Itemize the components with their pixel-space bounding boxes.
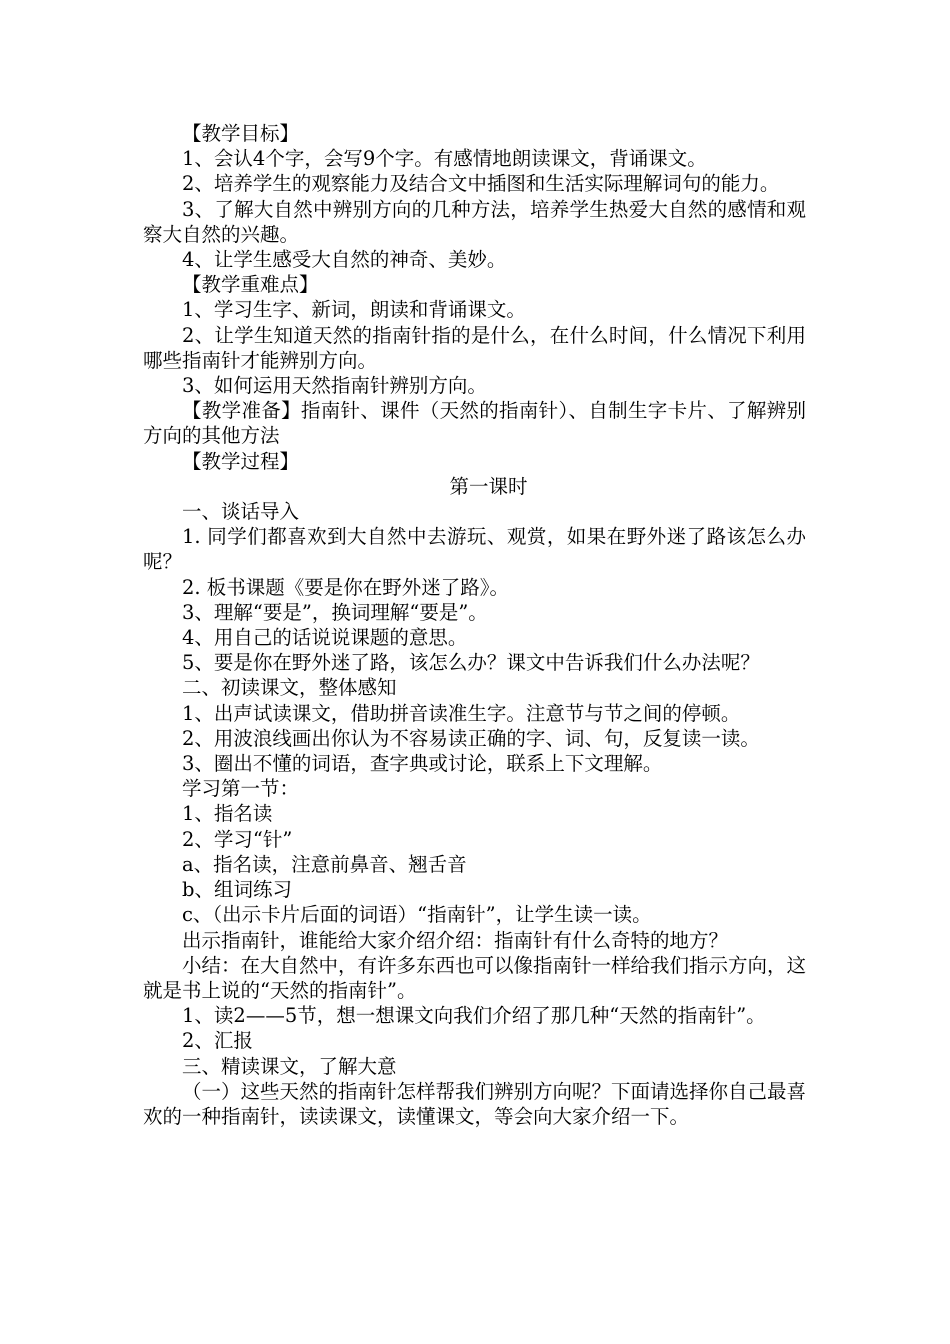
study-first-section: 学习第一节： [182, 777, 300, 801]
section-1-heading: 一、谈话导入 [182, 500, 300, 524]
section-2-heading: 二、初读课文，整体感知 [182, 676, 397, 700]
heading-teaching-goals: 【教学目标】 [182, 122, 300, 145]
section-3-item-1: （一）这些天然的指南针怎样帮我们辨别方向呢？下面请选择你自己最喜欢的一种指南针，读读课文，读懂课文，等会向大家介绍一下。 [143, 1079, 807, 1128]
study-item-a: a、指名读，注意前鼻音、翘舌音 [182, 852, 467, 876]
summary: 小结：在大自然中，有许多东西也可以像指南针一样给我们指示方向，这就是书上说的“天然的指南针”。 [143, 953, 807, 1002]
goal-item-2: 2、培养学生的观察能力及结合文中插图和生活实际理解词句的能力。 [182, 172, 780, 196]
compass-intro: 出示指南针，谁能给大家介绍介绍：指南针有什么奇特的地方？ [182, 928, 729, 952]
study-item-c: c、（出示卡片后面的词语）“指南针”，让学生读一读。 [182, 903, 652, 927]
section-1-item-3: 3、理解“要是”，换词理解“要是”。 [182, 600, 488, 624]
key-point-3: 3、如何运用天然指南针辨别方向。 [182, 374, 487, 398]
study-item-b: b、组词练习 [182, 878, 292, 902]
section-2-item-3: 3、圈出不懂的词语，查字典或讨论，联系上下文理解。 [182, 752, 663, 776]
reading-task-2: 2、汇报 [182, 1029, 253, 1053]
study-item-1: 1、指名读 [182, 802, 273, 826]
goal-item-1: 1、会认4个字，会写9个字。有感情地朗读课文，背诵课文。 [182, 147, 707, 171]
document-page [143, 121, 806, 1129]
key-point-2: 2、让学生知道天然的指南针指的是什么，在什么时间，什么情况下利用哪些指南针才能辨别方向。 [143, 323, 806, 372]
section-1-item-2: 2. 板书课题《要是你在野外迷了路》。 [182, 575, 510, 599]
goal-item-4: 4、让学生感受大自然的神奇、美妙。 [182, 248, 507, 272]
lesson-title: 第一课时 [449, 474, 528, 498]
section-1-item-4: 4、用自己的话说说课题的意思。 [182, 626, 468, 650]
section-3-heading: 三、精读课文，了解大意 [182, 1054, 397, 1078]
heading-teaching-process: 【教学过程】 [182, 449, 300, 473]
section-2-item-1: 1、出声试读课文，借助拼音读准生字。注意节与节之间的停顿。 [182, 701, 741, 725]
section-2-item-2: 2、用波浪线画出你认为不容易读正确的字、词、句，反复读一读。 [182, 726, 760, 750]
reading-task-1: 1、读2——5节，想一想课文向我们介绍了那几种“天然的指南针”。 [182, 1004, 766, 1028]
section-1-item-5: 5、要是你在野外迷了路，该怎么办？课文中告诉我们什么办法呢？ [182, 651, 760, 675]
study-item-2: 2、学习“针” [182, 827, 293, 851]
goal-item-3: 3、了解大自然中辨别方向的几种方法，培养学生热爱大自然的感情和观察大自然的兴趣。 [143, 197, 806, 246]
heading-key-points: 【教学重难点】 [182, 273, 319, 297]
section-1-item-1: 1. 同学们都喜欢到大自然中去游玩、观赏，如果在野外迷了路该怎么办呢？ [143, 525, 806, 574]
key-point-1: 1、学习生字、新词，朗读和背诵课文。 [182, 298, 526, 322]
teaching-preparation: 【教学准备】指南针、课件（天然的指南针）、自制生字卡片、了解辨别方向的其他方法 [143, 399, 806, 448]
